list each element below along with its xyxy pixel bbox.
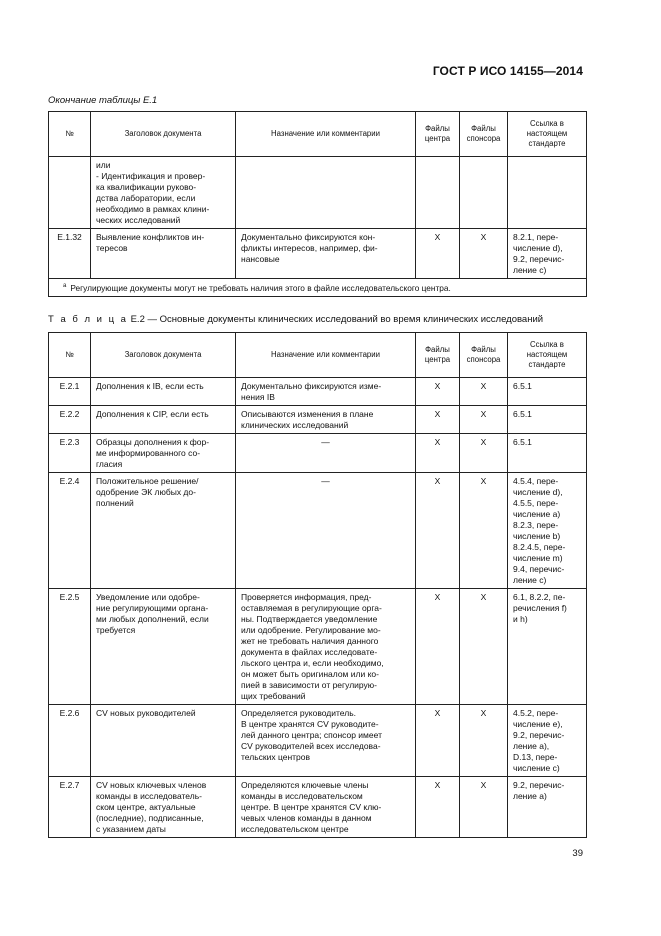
cell-sponsor-files: X — [460, 705, 508, 777]
cell-site-files: X — [416, 705, 460, 777]
cell-sponsor-files: X — [460, 434, 508, 473]
cell-number: Е.2.3 — [49, 434, 91, 473]
cell-sponsor-files: X — [460, 473, 508, 589]
cell-purpose: — — [236, 473, 416, 589]
table-footnote-row — [49, 279, 587, 297]
cell-site-files: X — [416, 473, 460, 589]
cell-title: Уведомление или одобре- ние регулирующими органа- ми любых дополнений, если требуется — [91, 589, 236, 705]
cell-reference: 8.2.1, пере- числение d), 9.2, перечис- ление c) — [508, 229, 587, 279]
cell-sponsor-files: X — [460, 378, 508, 406]
cell-reference: 6.5.1 — [508, 378, 587, 406]
col-header-number: № — [49, 333, 91, 378]
table-row — [49, 705, 587, 777]
cell-title: Образцы дополнения к фор- ме информированного со- гласия — [91, 434, 236, 473]
cell-sponsor-files: X — [460, 777, 508, 838]
cell-reference: 9.2, перечис- ление a) — [508, 777, 587, 838]
cell-title: CV новых ключевых членов команды в исследователь- ском центре, актуальные (последние), подписанные, с указанием даты — [91, 777, 236, 838]
table2-caption-text: Е.2 — Основные документы клинических исследований во время клинических исследований — [127, 314, 544, 325]
table-footnote — [49, 279, 587, 297]
col-header-sponsor-files: Файлы спонсора — [460, 333, 508, 378]
cell-site-files: X — [416, 589, 460, 705]
cell-number: Е.2.2 — [49, 406, 91, 434]
cell-title: или - Идентификация и провер- ка квалификации руково- дства лаборатории, если необходимо в рамках клини- ческих исследований — [91, 157, 236, 229]
table2-caption — [48, 314, 543, 325]
cell-sponsor-files — [460, 157, 508, 229]
col-header-reference: Ссылка в настоящем стандарте — [508, 333, 587, 378]
cell-reference: 6.1, 8.2.2, пе- речисления f) и h) — [508, 589, 587, 705]
cell-number: Е.2.7 — [49, 777, 91, 838]
table-row — [49, 473, 587, 589]
cell-site-files: X — [416, 378, 460, 406]
table-e2 — [48, 332, 587, 838]
cell-number: Е.2.6 — [49, 705, 91, 777]
col-header-reference: Ссылка в настоящем стандарте — [508, 112, 587, 157]
cell-purpose: Определяются ключевые члены команды в исследовательском центре. В центре хранятся CV клю- чевых членов команды в данном исследовательском центре — [236, 777, 416, 838]
cell-number: Е.2.1 — [49, 378, 91, 406]
table-row — [49, 777, 587, 838]
cell-site-files: X — [416, 229, 460, 279]
cell-title: Дополнения к IB, если есть — [91, 378, 236, 406]
table-header-row — [49, 112, 587, 157]
page-number: 39 — [572, 848, 583, 859]
table-row — [49, 589, 587, 705]
cell-purpose: Документально фиксируются изме- нения IB — [236, 378, 416, 406]
cell-sponsor-files: X — [460, 589, 508, 705]
col-header-sponsor-files: Файлы спонсора — [460, 112, 508, 157]
cell-site-files — [416, 157, 460, 229]
cell-site-files: X — [416, 434, 460, 473]
table-e1-continuation — [48, 111, 587, 297]
cell-purpose: — — [236, 434, 416, 473]
cell-site-files: X — [416, 777, 460, 838]
table-row — [49, 229, 587, 279]
cell-number — [49, 157, 91, 229]
cell-purpose: Описываются изменения в плане клинических исследований — [236, 406, 416, 434]
footnote-mark: а — [63, 283, 67, 289]
cell-purpose: Документально фиксируются кон- фликты интересов, например, фи- нансовые — [236, 229, 416, 279]
cell-reference: 6.5.1 — [508, 406, 587, 434]
table-row — [49, 434, 587, 473]
cell-purpose — [236, 157, 416, 229]
cell-number: Е.2.4 — [49, 473, 91, 589]
table-header-row — [49, 333, 587, 378]
cell-title: Положительное решение/ одобрение ЭК любых до- полнений — [91, 473, 236, 589]
cell-title: Выявление конфликтов ин- тересов — [91, 229, 236, 279]
col-header-site-files: Файлы центра — [416, 333, 460, 378]
standard-header: ГОСТ Р ИСО 14155—2014 — [432, 64, 583, 78]
col-header-number: № — [49, 112, 91, 157]
col-header-title: Заголовок документа — [91, 333, 236, 378]
cell-title: CV новых руководителей — [91, 705, 236, 777]
col-header-site-files: Файлы центра — [416, 112, 460, 157]
cell-purpose: Проверяется информация, пред- оставляемая в регулирующие орга- ны. Подтверждается уведомление или одобрение. Регулирование мо- жет не требовать наличия данного документа в файлах исследовате- льского центра и, если необходимо, он может быть оригиналом или ко- пией в зависимости от регулирую- щих требований — [236, 589, 416, 705]
cell-reference: 4.5.2, пере- числение e), 9.2, перечис- ление a), D.13, пере- числение c) — [508, 705, 587, 777]
table-row — [49, 406, 587, 434]
table1-caption: Окончание таблицы Е.1 — [48, 95, 158, 106]
footnote-text: Регулирующие документы могут не требовать наличия этого в файле исследовательского центра. — [70, 282, 451, 293]
col-header-purpose: Назначение или комментарии — [236, 333, 416, 378]
cell-number: Е.2.5 — [49, 589, 91, 705]
table2-caption-prefix: Т а б л и ц а — [48, 314, 128, 325]
cell-reference — [508, 157, 587, 229]
col-header-title: Заголовок документа — [91, 112, 236, 157]
cell-purpose: Определяется руководитель. В центре хранятся CV руководите- лей данного центра; спонсор имеет CV руководителей всех исследова- тельских центров — [236, 705, 416, 777]
table-row — [49, 378, 587, 406]
cell-site-files: X — [416, 406, 460, 434]
cell-sponsor-files: X — [460, 229, 508, 279]
cell-number: Е.1.32 — [49, 229, 91, 279]
table-row — [49, 157, 587, 229]
cell-sponsor-files: X — [460, 406, 508, 434]
cell-reference: 6.5.1 — [508, 434, 587, 473]
col-header-purpose: Назначение или комментарии — [236, 112, 416, 157]
cell-reference: 4.5.4, пере- числение d), 4.5.5, пере- числение a) 8.2.3, пере- числение b) 8.2.4.5, пере- числение m) 9.4, перечис- ление c) — [508, 473, 587, 589]
cell-title: Дополнения к CIP, если есть — [91, 406, 236, 434]
